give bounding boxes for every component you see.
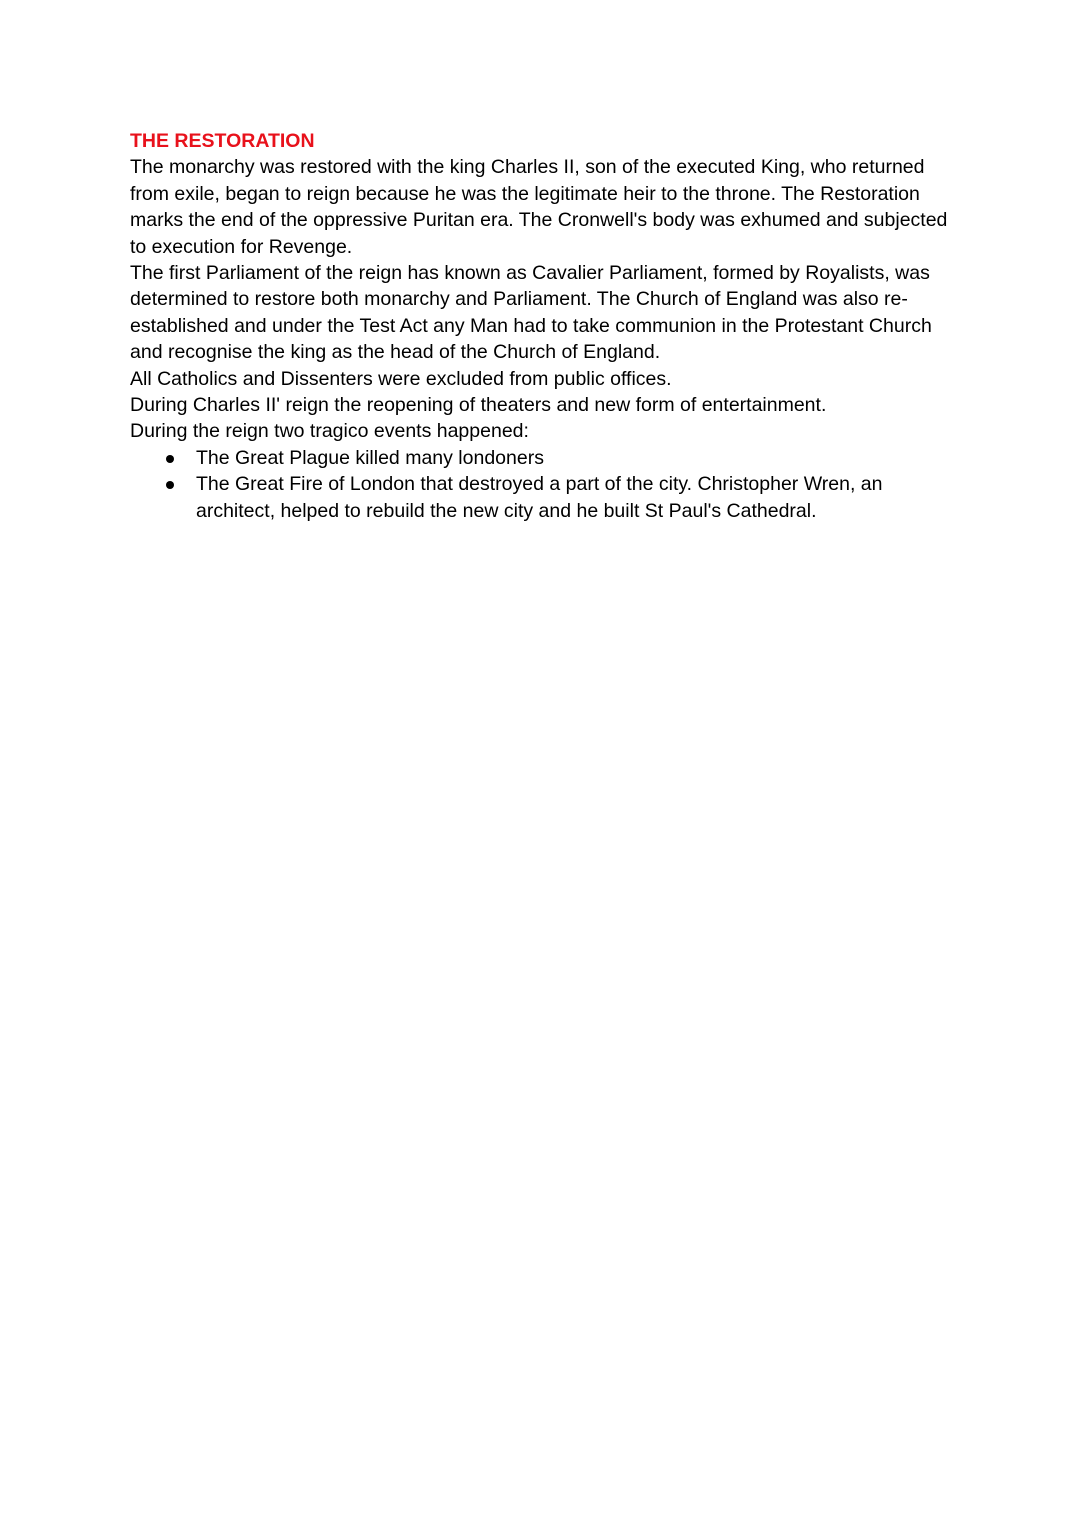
paragraph-tragic-events: During the reign two tragico events happened: <box>130 420 529 443</box>
document-page <box>130 128 960 524</box>
paragraph-theaters: During Charles II' reign the reopening of theaters and new form of entertainment. <box>130 394 827 417</box>
paragraph-catholics-excluded: All Catholics and Dissenters were excluded from public offices. <box>130 367 672 390</box>
bullet-dot-icon <box>166 481 174 489</box>
list-item-text: The Great Fire of London that destroyed a part of the city. Christopher Wren, an architect, helped to rebuild the new city and he built St Paul's Cathedral. <box>196 473 883 522</box>
events-list <box>130 445 960 524</box>
section-heading: THE RESTORATION <box>130 130 315 152</box>
list-item-great-fire <box>130 471 960 524</box>
list-item-great-plague <box>130 445 960 471</box>
list-item-text: The Great Plague killed many londoners <box>196 446 544 469</box>
paragraph-cavalier-parliament: The first Parliament of the reign has known as Cavalier Parliament, formed by Royalists, was determined to restore both monarchy and Parliament. The Church of England was also re-established and under the Test Act any Man had to take communion in the Protestant Church and recognise the king as the head of the Church of England. <box>130 262 932 364</box>
paragraph-restoration: The monarchy was restored with the king Charles II, son of the executed King, who returned from exile, began to reign because he was the legitimate heir to the throne. The Restoration marks the end of the oppressive Puritan era. The Cronwell's body was exhumed and subjected to execution for Revenge. <box>130 156 948 258</box>
bullet-dot-icon <box>166 455 174 463</box>
